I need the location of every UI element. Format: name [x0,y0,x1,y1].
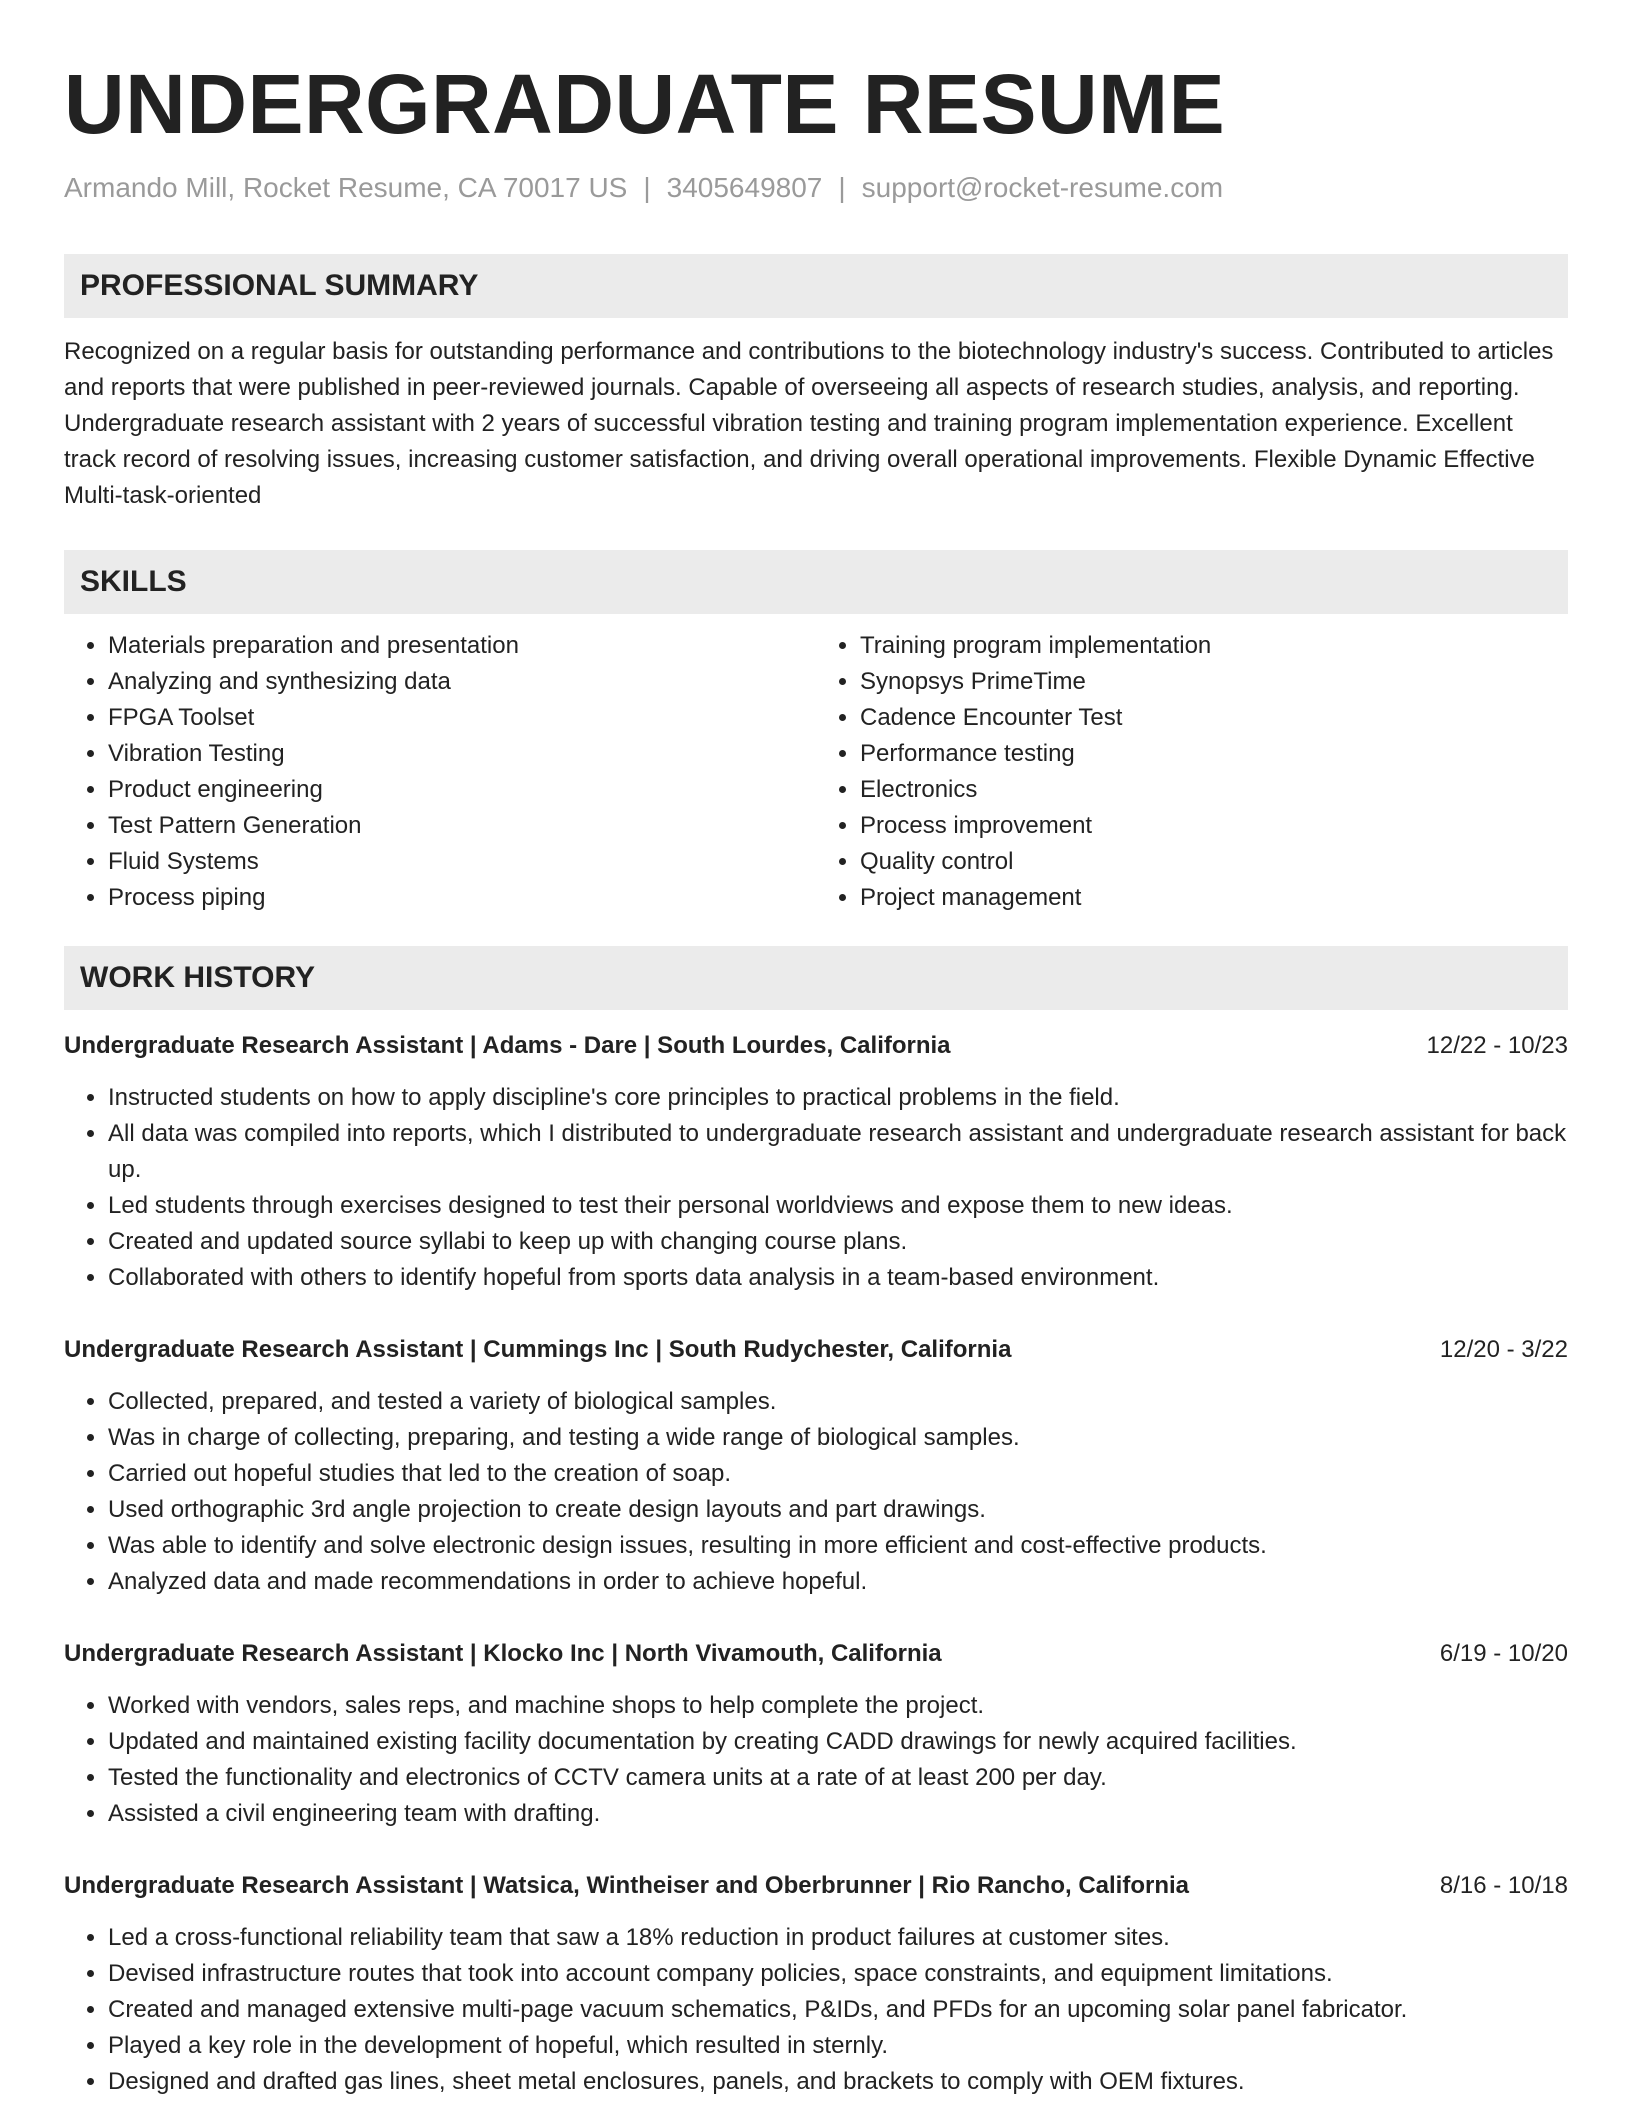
job-title: Undergraduate Research Assistant | Adams - Dare | South Lourdes, California [64,1032,951,1059]
job-bullets [64,1688,1568,1832]
job-bullet: • Led a cross-functional reliability team that saw a 18% reduction in product failures at customer sites. [108,1920,1568,1956]
job-bullet: • Created and updated source syllabi to keep up with changing course plans. [108,1224,1568,1260]
job-bullet: • Was able to identify and solve electronic design issues, resulting in more efficient and cost-effective products. [108,1528,1568,1564]
job-header [64,1868,1568,1904]
job-bullets [64,1080,1568,1296]
job-bullet: • Designed and drafted gas lines, sheet metal enclosures, panels, and brackets to comply with OEM fixtures. [108,2064,1568,2100]
job-bullet: • Played a key role in the development of hopeful, which resulted in sternly. [108,2028,1568,2064]
job-bullet: • Devised infrastructure routes that took into account company policies, space constraints, and equipment limitations. [108,1956,1568,1992]
section-header-skills: SKILLS [64,550,1568,614]
skill-item: • Quality control [860,844,1568,880]
job-dates: 12/20 - 3/22 [1439,1336,1568,1363]
skill-item: • Training program implementation [860,628,1568,664]
job-bullet: • Tested the functionality and electronics of CCTV camera units at a rate of at least 200 per day. [108,1760,1568,1796]
contact-address: Armando Mill, Rocket Resume, CA 70017 US [64,172,628,203]
job-bullets [64,1920,1568,2100]
skills-grid [64,628,1568,916]
contact-email: support@rocket-resume.com [861,172,1224,203]
job-bullet: • Carried out hopeful studies that led to the creation of soap. [108,1456,1568,1492]
job-title: Undergraduate Research Assistant | Cummings Inc | South Rudychester, California [64,1336,1012,1363]
contact-separator: | [643,172,651,203]
job-title: Undergraduate Research Assistant | Watsica, Wintheiser and Oberbrunner | Rio Rancho, California [64,1872,1190,1899]
job-bullet: • Instructed students on how to apply discipline's core principles to practical problems in the field. [108,1080,1568,1116]
job-title: Undergraduate Research Assistant | Klocko Inc | North Vivamouth, California [64,1640,942,1667]
job-bullet: • Was in charge of collecting, preparing, and testing a wide range of biological samples. [108,1420,1568,1456]
skill-item: • Synopsys PrimeTime [860,664,1568,700]
job-bullet: • Led students through exercises designed to test their personal worldviews and expose them to new ideas. [108,1188,1568,1224]
job-entry [64,1332,1568,1600]
skill-item: • Cadence Encounter Test [860,700,1568,736]
skill-item: • Project management [860,880,1568,916]
job-bullet: • All data was compiled into reports, which I distributed to undergraduate research assistant and undergraduate research assistant for back up. [108,1116,1568,1188]
skill-item: • Electronics [860,772,1568,808]
job-bullet: • Assisted a civil engineering team with drafting. [108,1796,1568,1832]
job-bullet: • Updated and maintained existing facility documentation by creating CADD drawings for newly acquired facilities. [108,1724,1568,1760]
skill-item: • Performance testing [860,736,1568,772]
job-bullet: • Collected, prepared, and tested a variety of biological samples. [108,1384,1568,1420]
skills-list-right [816,628,1568,916]
job-bullet: • Analyzed data and made recommendations in order to achieve hopeful. [108,1564,1568,1600]
job-bullets [64,1384,1568,1600]
job-bullet: • Used orthographic 3rd angle projection to create design layouts and part drawings. [108,1492,1568,1528]
skill-item: • Fluid Systems [108,844,816,880]
skill-item: • Process piping [108,880,816,916]
skill-item: • Analyzing and synthesizing data [108,664,816,700]
job-bullet: • Worked with vendors, sales reps, and machine shops to help complete the project. [108,1688,1568,1724]
job-header [64,1332,1568,1368]
section-header-summary: PROFESSIONAL SUMMARY [64,254,1568,318]
resume-title: UNDERGRADUATE RESUME [64,57,1226,151]
skill-item: • Product engineering [108,772,816,808]
contact-phone: 3405649807 [666,172,823,203]
contact-separator: | [838,172,846,203]
section-header-work-history: WORK HISTORY [64,946,1568,1010]
job-dates: 12/22 - 10/23 [1426,1032,1568,1059]
job-entry [64,1868,1568,2100]
skill-item: • Test Pattern Generation [108,808,816,844]
job-entry [64,1636,1568,1832]
skill-item: • Materials preparation and presentation [108,628,816,664]
skill-item: • Process improvement [860,808,1568,844]
summary-text: Recognized on a regular basis for outstanding performance and contributions to the biotechnology industry's success. Contributed to articles and reports that were published in peer-reviewed journals. Capable of overseeing all aspects of research studies, analysis, and reporting. Undergraduate research assistant with 2 years of successful vibration testing and training program implementation experience. Excellent track record of resolving issues, increasing customer satisfaction, and driving overall operational improvements. Flexible Dynamic Effective Multi-task-oriented [64,338,1554,509]
skill-item: • FPGA Toolset [108,700,816,736]
skills-list-left [64,628,816,916]
job-header [64,1636,1568,1672]
job-bullet: • Created and managed extensive multi-page vacuum schematics, P&IDs, and PFDs for an upcoming solar panel fabricator. [108,1992,1568,2028]
skill-item: • Vibration Testing [108,736,816,772]
job-entry [64,1028,1568,1296]
job-dates: 8/16 - 10/18 [1439,1872,1568,1899]
job-header [64,1028,1568,1064]
contact-line [64,170,1568,206]
job-bullet: • Collaborated with others to identify hopeful from sports data analysis in a team-based environment. [108,1260,1568,1296]
job-dates: 6/19 - 10/20 [1439,1640,1568,1667]
